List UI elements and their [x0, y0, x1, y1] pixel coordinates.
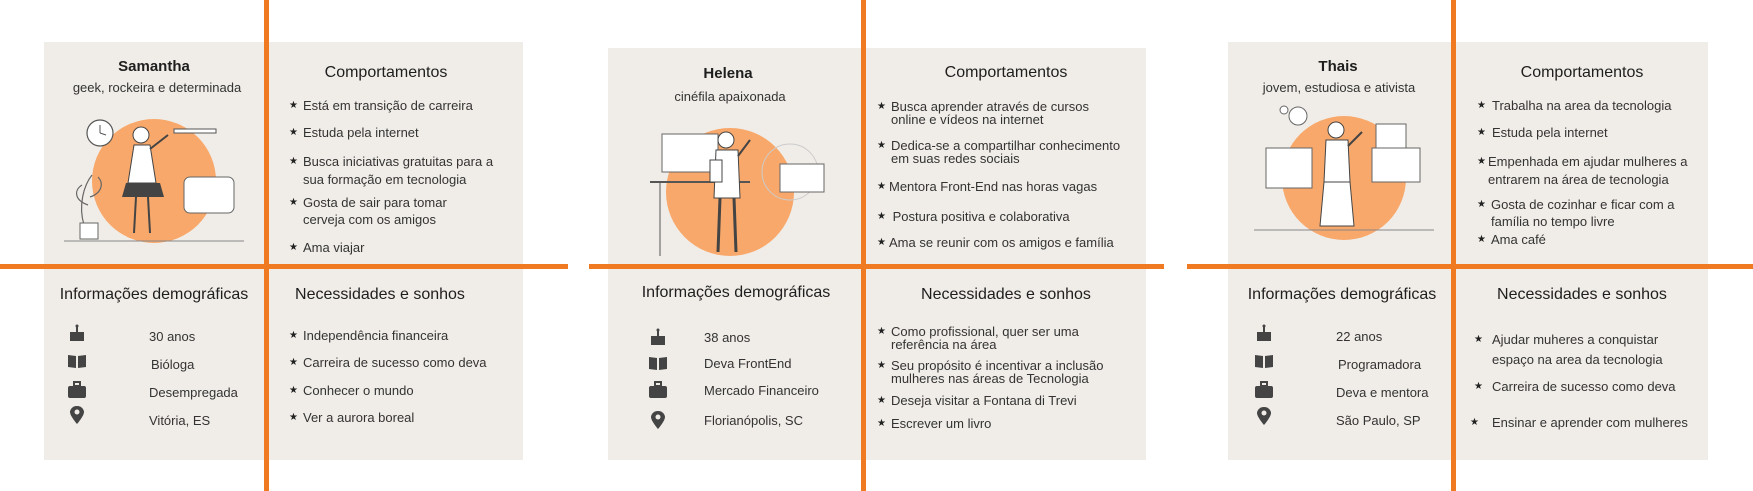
- list-item: ★ Ama café: [1477, 232, 1546, 247]
- list-item: ★ Deseja visitar a Fontana di Trevi: [877, 393, 1077, 408]
- persona-illustration: [64, 105, 244, 245]
- list-item: ★ Está em transição de carreira: [289, 98, 473, 113]
- star-icon: ★: [289, 412, 298, 423]
- demographic-education: Deva FrontEnd: [704, 356, 792, 371]
- behaviors-title: Comportamentos: [1520, 64, 1644, 81]
- list-item: ★ Estuda pela internet: [289, 125, 419, 140]
- star-icon: ★: [289, 156, 298, 167]
- list-item: ★ Empenhada em ajudar mulheres a entrarem na área de tecnologia: [1477, 154, 1688, 187]
- list-item: ★ Ama viajar: [289, 240, 365, 255]
- star-icon: ★: [1477, 100, 1486, 111]
- star-icon: ★: [877, 326, 886, 337]
- briefcase-icon: [1254, 381, 1274, 399]
- star-icon: ★: [877, 101, 886, 112]
- demographic-job: Desempregada: [149, 385, 238, 400]
- book-icon: [648, 354, 668, 372]
- list-item: ★ Busca iniciativas gratuitas para a sua formação em tecnologia: [289, 154, 494, 187]
- briefcase-icon: [648, 381, 668, 399]
- list-item: ★ Ver a aurora boreal: [289, 410, 415, 425]
- star-icon: ★: [877, 418, 886, 429]
- demographic-education: Bióloga: [151, 357, 195, 372]
- demographics-title: Informações demográficas: [1247, 286, 1437, 303]
- star-icon: ★: [1477, 127, 1486, 138]
- list-item: ★ Conhecer o mundo: [289, 383, 414, 398]
- star-icon: ★: [289, 357, 298, 368]
- list-item: ★ Independência financeira: [289, 328, 449, 343]
- list-item: ★ Escrever um livro: [877, 416, 992, 431]
- list-item: ★ Postura positiva e colaborativa: [877, 209, 1070, 224]
- star-icon: ★: [1474, 334, 1483, 345]
- demographic-location: São Paulo, SP: [1336, 413, 1421, 428]
- divider-vertical: [1451, 0, 1456, 491]
- star-icon: ★: [1477, 156, 1486, 167]
- list-item: ★ Carreira de sucesso como deva: [289, 355, 487, 370]
- star-icon: ★: [877, 211, 886, 222]
- cake-icon: [67, 324, 87, 342]
- star-icon: ★: [1470, 417, 1479, 428]
- star-icon: ★: [1477, 199, 1486, 210]
- divider-horizontal: [589, 264, 1164, 269]
- behaviors-title: Comportamentos: [944, 64, 1068, 81]
- list-item: ★ Trabalha na area da tecnologia: [1477, 98, 1672, 113]
- star-icon: ★: [289, 242, 298, 253]
- star-icon: ★: [289, 330, 298, 341]
- location-pin-icon: [648, 411, 668, 429]
- list-item: ★ Ama se reunir com os amigos e família: [877, 235, 1114, 250]
- list-item: ★ Gosta de cozinhar e ficar com a família no tempo livre: [1477, 197, 1675, 229]
- divider-vertical: [264, 0, 269, 491]
- divider-vertical: [861, 0, 866, 491]
- needs-title: Necessidades e sonhos: [295, 286, 465, 303]
- star-icon: ★: [877, 237, 886, 248]
- demographics-title: Informações demográficas: [59, 286, 249, 303]
- list-item: ★ Estuda pela internet: [1477, 125, 1608, 140]
- persona-subtitle: jovem, estudiosa e ativista: [1262, 80, 1416, 95]
- list-item: ★ Seu propósito é incentivar a inclusão mulheres nas áreas de Tecnologia: [877, 358, 1104, 386]
- persona-subtitle: cinéfila apaixonada: [674, 89, 786, 104]
- demographic-location: Vitória, ES: [149, 413, 211, 428]
- list-item: ★ Gosta de sair para tomar cerveja com os amigos: [289, 195, 447, 227]
- star-icon: ★: [877, 181, 886, 192]
- book-icon: [67, 352, 87, 370]
- persona-name: Thais: [1318, 58, 1358, 75]
- star-icon: ★: [289, 127, 298, 138]
- demographic-job: Mercado Financeiro: [704, 383, 819, 398]
- star-icon: ★: [877, 360, 886, 371]
- demographic-age: 38 anos: [704, 330, 751, 345]
- needs-title: Necessidades e sonhos: [921, 286, 1091, 303]
- cake-icon: [1254, 324, 1274, 342]
- divider-horizontal: [0, 264, 568, 269]
- list-item: ★ Mentora Front-End nas horas vagas: [877, 179, 1098, 194]
- star-icon: ★: [1477, 234, 1486, 245]
- demographic-age: 22 anos: [1336, 329, 1383, 344]
- star-icon: ★: [877, 140, 886, 151]
- star-icon: ★: [1474, 381, 1483, 392]
- demographics-title: Informações demográficas: [641, 284, 831, 301]
- star-icon: ★: [289, 100, 298, 111]
- star-icon: ★: [289, 197, 298, 208]
- briefcase-icon: [67, 381, 87, 399]
- list-item: ★ Busca aprender através de cursos online e vídeos na internet: [877, 99, 1089, 127]
- demographic-education: Programadora: [1338, 357, 1422, 372]
- star-icon: ★: [289, 385, 298, 396]
- demographic-location: Florianópolis, SC: [704, 413, 803, 428]
- needs-title: Necessidades e sonhos: [1497, 286, 1667, 303]
- persona-illustration: [1254, 102, 1434, 242]
- persona-illustration: [650, 110, 830, 260]
- list-item: ★ Ensinar e aprender com mulheres: [1474, 413, 1708, 433]
- behaviors-title: Comportamentos: [324, 64, 448, 81]
- persona-subtitle: geek, rockeira e determinada: [72, 80, 242, 95]
- list-item: ★ Dedica-se a compartilhar conhecimento em suas redes sociais: [877, 138, 1121, 166]
- location-pin-icon: [1254, 407, 1274, 425]
- divider-horizontal: [1187, 264, 1753, 269]
- list-item: ★ Carreira de sucesso como deva: [1474, 377, 1708, 397]
- persona-name: Helena: [703, 65, 753, 82]
- list-item: ★ Como profissional, quer ser uma referência na área: [877, 324, 1079, 352]
- book-icon: [1254, 352, 1274, 370]
- cake-icon: [648, 328, 668, 346]
- demographic-age: 30 anos: [149, 329, 196, 344]
- star-icon: ★: [877, 395, 886, 406]
- list-item: ★ Ajudar muheres a conquistar espaço na area da tecnologia: [1474, 332, 1663, 367]
- location-pin-icon: [67, 406, 87, 424]
- demographic-job: Deva e mentora: [1336, 385, 1429, 400]
- persona-name: Samantha: [118, 58, 190, 75]
